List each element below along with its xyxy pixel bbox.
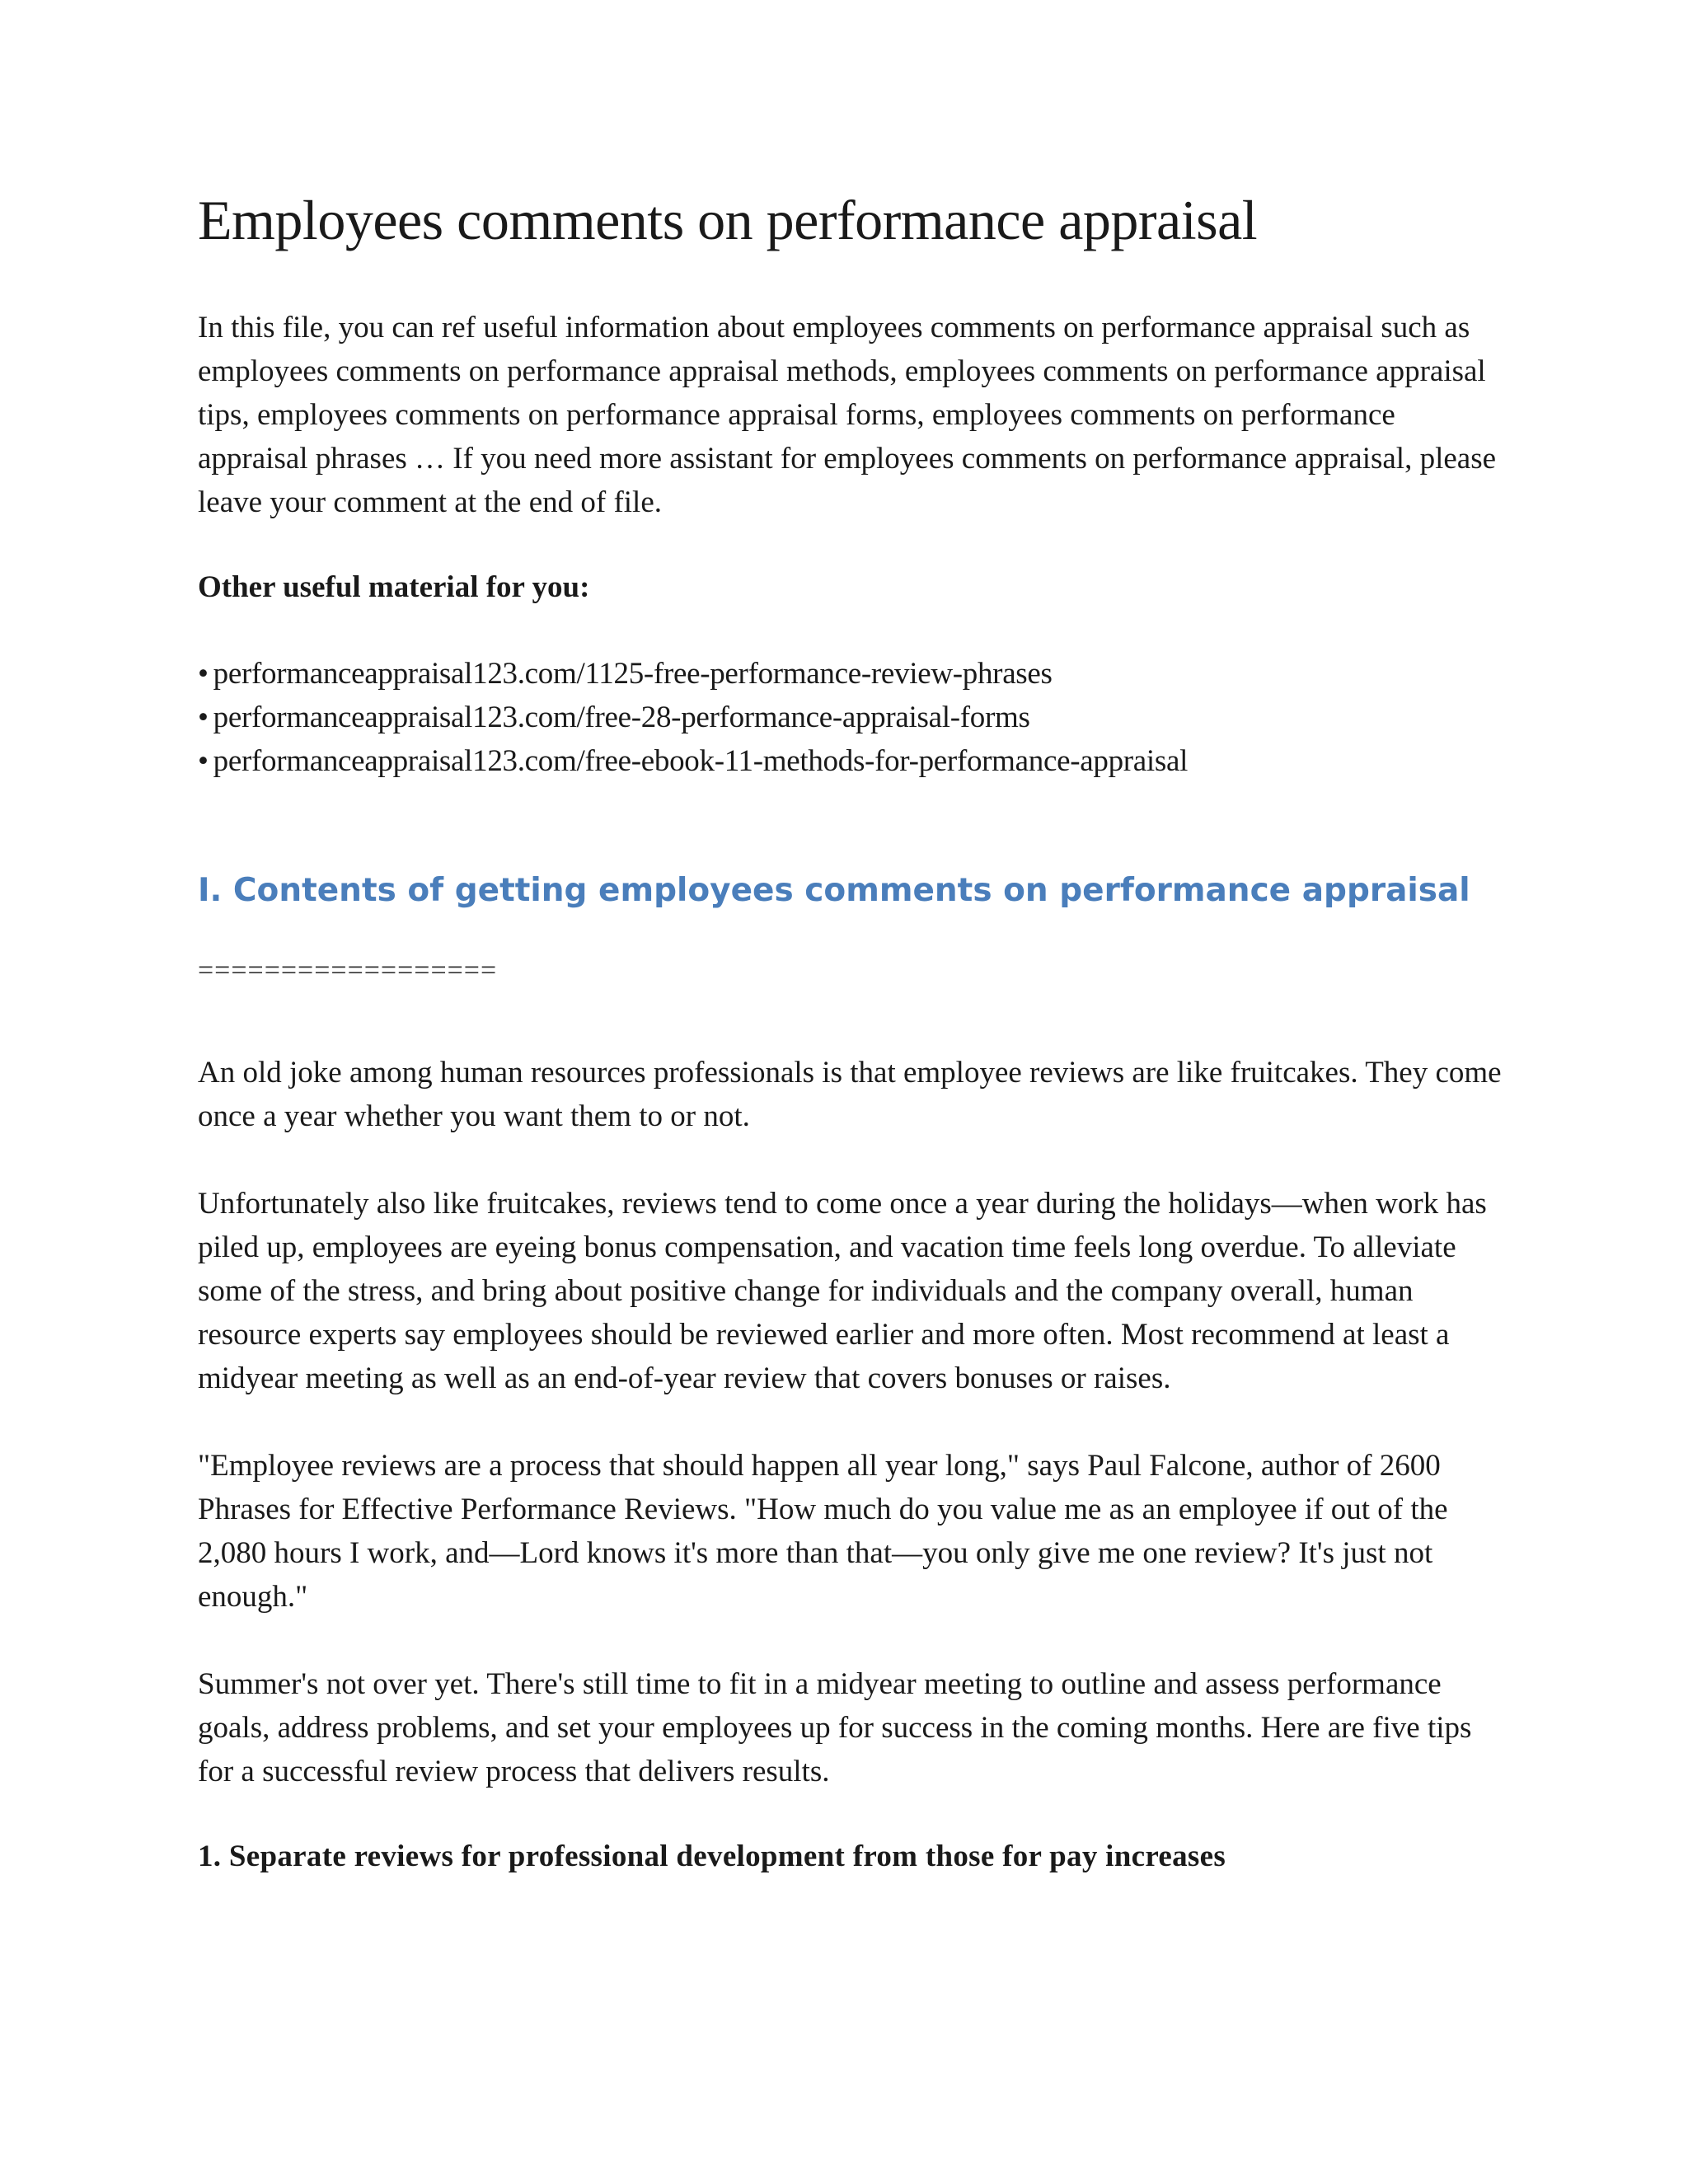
- intro-paragraph: In this file, you can ref useful information about employees comments on performance appraisal such as employees comments on performance appraisal methods, employees comments on performance appraisal tips, employees comments on performance appraisal forms, employees comments on performance appraisal phrases … If you need more assistant for employees comments on performance appraisal, please leave your comment at the end of file.: [198, 310, 1497, 519]
- link-text: performanceappraisal123.com/1125-free-performance-review-phrases: [213, 656, 1053, 691]
- bullet-icon: •: [198, 700, 209, 734]
- link-text: performanceappraisal123.com/free-ebook-11-methods-for-performance-appraisal: [213, 743, 1189, 778]
- paragraph-summer: Summer's not over yet. There's still time to fit in a midyear meeting to outline and assess performance goals, address problems, and set your employees up for success in the coming months. Here are five tips for a successful review process that delivers results.: [198, 1666, 1472, 1788]
- list-item: [198, 652, 1508, 696]
- tip-heading: 1. Separate reviews for professional development from those for pay increases: [198, 1839, 1226, 1873]
- paragraph-falcone-quote: "Employee reviews are a process that should happen all year long," says Paul Falcone, author of 2600 Phrases for Effective Performance Reviews. "How much do you value me as an employee if out of the 2,080 hours I work, and—Lord knows it's more than that—you only give me one review? It's just not enough.": [198, 1448, 1448, 1614]
- other-material-heading: Other useful material for you:: [198, 569, 590, 604]
- document-page: [198, 190, 1508, 1878]
- separator-line: ==================: [198, 954, 498, 986]
- list-item: [198, 739, 1508, 783]
- link-text: performanceappraisal123.com/free-28-performance-appraisal-forms: [213, 700, 1030, 734]
- section-heading: I. Contents of getting employees comments on performance appraisal: [198, 871, 1470, 909]
- bullet-icon: •: [198, 743, 209, 778]
- paragraph-holidays: Unfortunately also like fruitcakes, reviews tend to come once a year during the holidays—when work has piled up, employees are eyeing bonus compensation, and vacation time feels long overdue. To alleviate some of the stress, and bring about positive change for individuals and the company overall, human resource experts say employees should be reviewed earlier and more often. Most recommend at least a midyear meeting as well as an end-of-year review that covers bonuses or raises.: [198, 1186, 1487, 1395]
- useful-links-list: [198, 652, 1508, 783]
- document-title: Employees comments on performance appraisal: [198, 189, 1258, 251]
- paragraph-fruitcake-joke: An old joke among human resources professionals is that employee reviews are like fruitcakes. They come once a year whether you want them to or not.: [198, 1055, 1502, 1133]
- bullet-icon: •: [198, 656, 209, 691]
- list-item: [198, 696, 1508, 739]
